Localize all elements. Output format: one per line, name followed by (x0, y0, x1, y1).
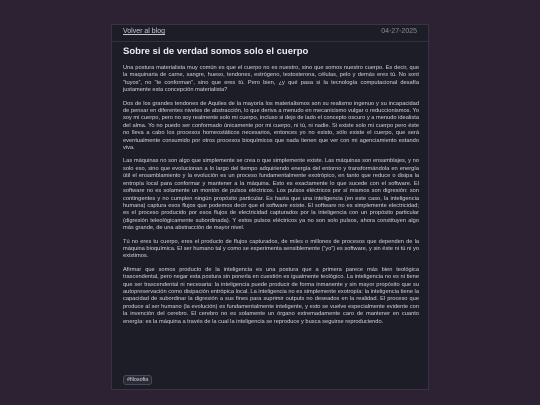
back-to-blog-link[interactable]: Volver al blog (123, 28, 166, 35)
post-body (123, 65, 419, 332)
post-title: Sobre si de verdad somos solo el cuerpo (123, 46, 309, 57)
post-paragraph: Una postura materialista muy común es que el cuerpo no es nuestro, sino que somos nuestro cuerpo. Es decir, que la maquinaria de carne, sangre, hueso, tendones, estrógeno, testosterona, células, pelo y demás eres tú. No sont “tuyos”, no “te conforman”, sino que eres tú. Pero bien, ¿y qué pasa si la tecnología computacional desafía justamente esta concepción materialista? (123, 65, 419, 94)
post-paragraph: Dos de los grandes tendones de Aquiles de la mayoría los materialismos son su realismo ingenuo y su incapacidad de pensar en diferentes niveles de abstracción, lo que deriva a menudo en mecanicismo vulgar o reduccionismos. Yo soy mi cuerpo, pero no soy realmente solo mi cuerpo, incluso si dejo de lado el concepto oscuro y a menudo idealista del alma. Yo no puedo ser conformado únicamente por mi cuerpo, ni tú, ni nadie. Si existe solo mi cuerpo pero éste no lleva a cabo los procesos homeostáticos necesarios, entonces yo no existo, sólo existe el cuerpo, que será eventualmente consumido por otros procesos bioquímicos que nada tienen que ver con mi agenciamiento estando viva. (123, 100, 419, 152)
post-header (112, 25, 428, 42)
blog-post-card (111, 24, 429, 390)
post-paragraph: Las máquinas no son algo que simplemente se crea o que simplemente existe. Las máquinas son ensamblajes, y no solo eso, sino que evolucionan a lo largo del tiempo adquiriendo energía del entorno y transformándola en energía útil el ensamblamiento y la evolución es un proceso fundamentalmente exotrópico, en tanto que reduce o disipa la entropía local para conformar y mantener a la máquina. Esto es exactamente lo que sucede con el software. El software no es solamente un montón de pulsos eléctricos. Los pulsos eléctricos por sí mismos son digresión: son contingentes y no cumplen ningún propósito particular. Es hasta que una inteligencia (en este caso, la inteligencia humana) captura esos flujos que podemos decir que el software existe. El software no es simplemente electricidad; es el proceso producido por esos flujos de electricidad capturados por la inteligencia con un propósito particular (digresión teleológicamente subordinada). Y estos pulsos eléctricos ya no son solo pulsos, ahora constituyen algo más grande, de una abstracción de mayor nivel. (123, 158, 419, 232)
post-paragraph: Tú no eres tu cuerpo, eres el producto de flujos capturados, de miles o millones de procesos que dependen de la máquina bioquímica. El ser humano tal y como se experimenta sensiblemente (“yo”) es software, y sin éste ni tú ni yo existimos. (123, 238, 419, 260)
post-date: 04-27-2025 (381, 28, 417, 35)
post-paragraph: Afirmar que somos producto de la inteligencia es una postura que a primera parece más bien teológica trascendental, pero negar esta postura sin ponerla en cuestión es igualmente teológico. La inteligencia no es ni tiene que ser trascendental ni necesaria: la inteligencia puede producir de forma inmanente y sin mayor propósito que su autopreservación como disipación entrópica local. La inteligencia no es simplemente exotropía: la inteligencia tiene la capacidad de subordinar la digresión a sus fines para suprimir outputs no deseados en la realidad. El proceso que produce al ser humano (la evolución) es fundamentalmente inteligente, y esto se vuelve especialmente evidente con la invención del cerebro. El cerebro no es solamente un órgano extremadamente caro de mantener en cuanto energía: es la máquina a través de la cual la inteligencia se reproduce y busca seguirse reproduciendo. (123, 266, 419, 325)
tag-badge[interactable]: #filosofia (123, 375, 152, 385)
